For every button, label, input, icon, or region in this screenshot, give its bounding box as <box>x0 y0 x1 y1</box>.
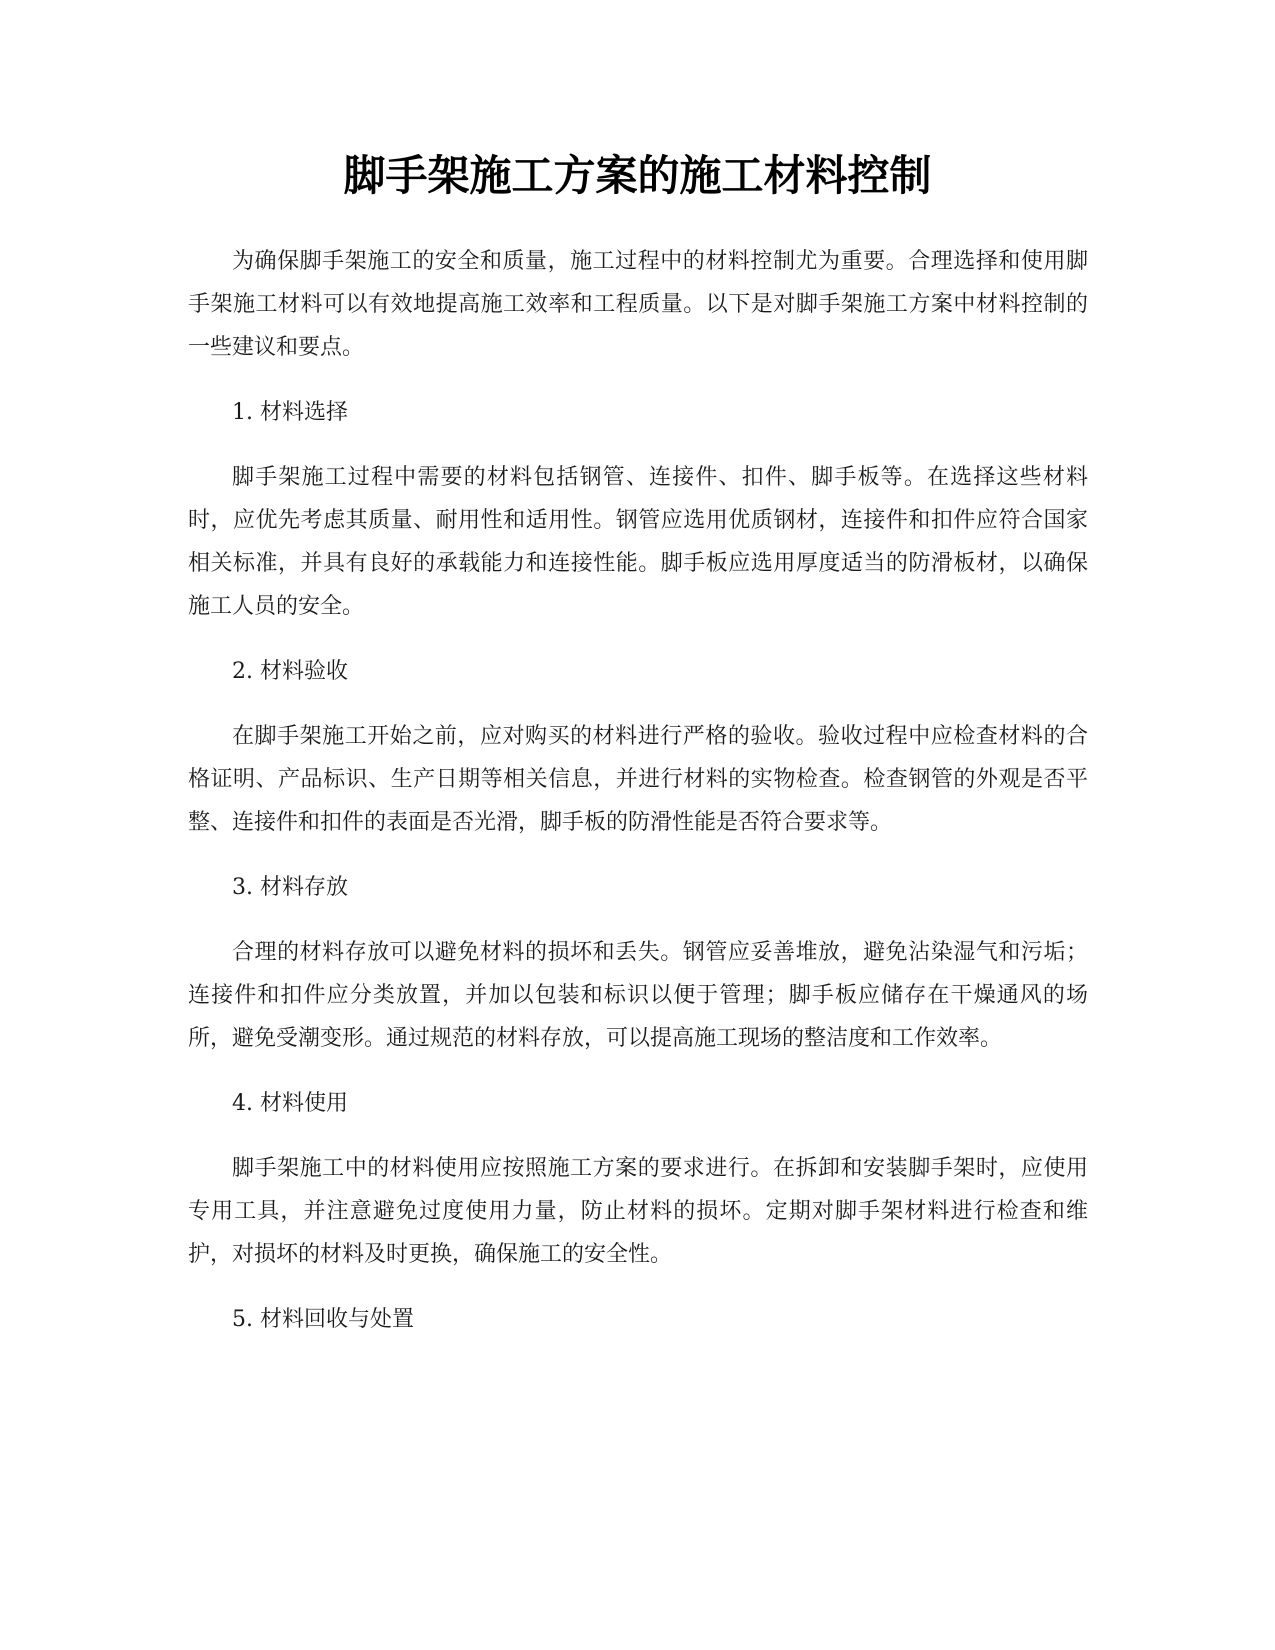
section-heading-1: 1. 材料选择 <box>232 400 348 425</box>
section-heading-4: 4. 材料使用 <box>232 1091 348 1116</box>
document-title: 脚手架施工方案的施工材料控制 <box>343 151 932 200</box>
document-body <box>188 240 1088 1363</box>
section-body-1: 脚手架施工过程中需要的材料包括钢管、连接件、扣件、脚手板等。在选择这些材料时，应优先考虑其质量、耐用性和适用性。钢管应选用优质钢材，连接件和扣件应符合国家相关标准，并具有良好的承载能力和连接性能。脚手板应选用厚度适当的防滑板材，以确保施工人员的安全。 <box>188 465 1088 619</box>
section-heading-2: 2. 材料验收 <box>232 659 348 684</box>
section-heading-5: 5. 材料回收与处置 <box>232 1307 414 1332</box>
section-body-2: 在脚手架施工开始之前，应对购买的材料进行严格的验收。验收过程中应检查材料的合格证明、产品标识、生产日期等相关信息，并进行材料的实物检查。检查钢管的外观是否平整、连接件和扣件的表面是否光滑，脚手板的防滑性能是否符合要求等。 <box>188 724 1088 835</box>
intro-paragraph: 为确保脚手架施工的安全和质量，施工过程中的材料控制尤为重要。合理选择和使用脚手架施工材料可以有效地提高施工效率和工程质量。以下是对脚手架施工方案中材料控制的一些建议和要点。 <box>188 249 1088 360</box>
section-body-4: 脚手架施工中的材料使用应按照施工方案的要求进行。在拆卸和安装脚手架时，应使用专用工具，并注意避免过度使用力量，防止材料的损坏。定期对脚手架材料进行检查和维护，对损坏的材料及时更换，确保施工的安全性。 <box>188 1156 1088 1267</box>
section-heading-3: 3. 材料存放 <box>232 875 348 900</box>
section-body-3: 合理的材料存放可以避免材料的损坏和丢失。钢管应妥善堆放，避免沾染湿气和污垢；连接件和扣件应分类放置，并加以包装和标识以便于管理；脚手板应储存在干燥通风的场所，避免受潮变形。通过规范的材料存放，可以提高施工现场的整洁度和工作效率。 <box>188 940 1088 1051</box>
